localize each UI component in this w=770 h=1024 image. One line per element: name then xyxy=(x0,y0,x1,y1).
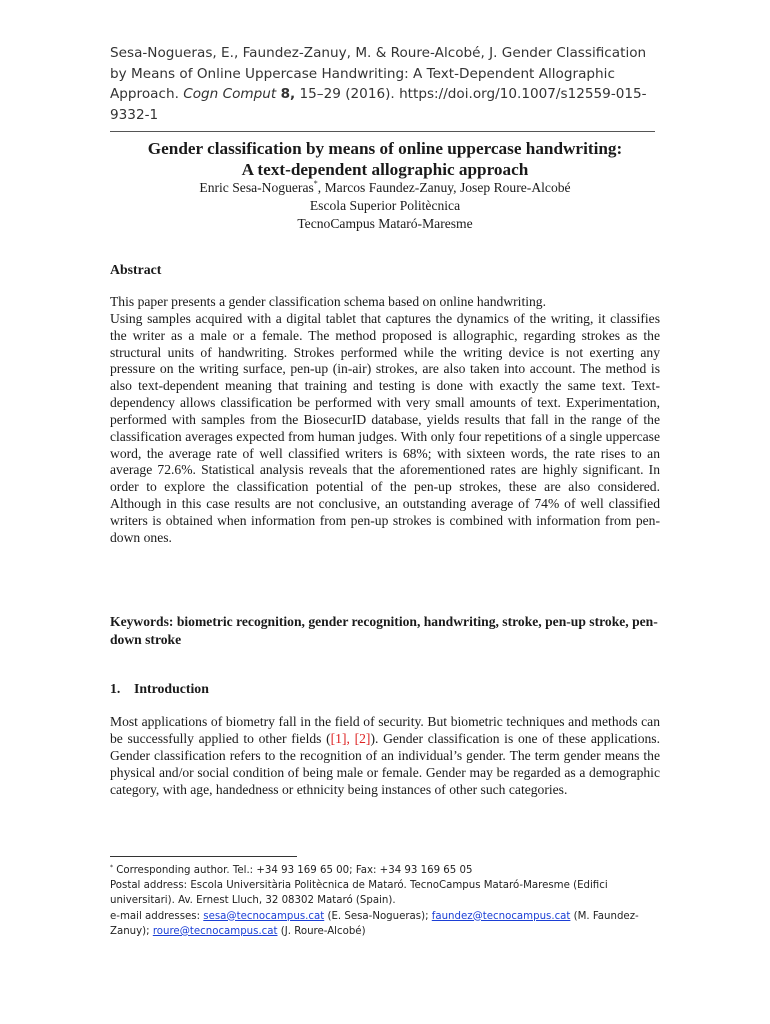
email-owner-roure: (J. Roure-Alcobé) xyxy=(277,925,366,937)
other-authors: , Marcos Faundez-Zanuy, Josep Roure-Alcobé xyxy=(317,180,571,195)
citation-link-1[interactable]: [1], xyxy=(330,731,350,747)
citation-pages-doi: 15–29 (2016). https://doi.org/10.1007/s12559-015-9332-1 xyxy=(110,86,647,123)
affiliation-campus: TecnoCampus Mataró-Maresme xyxy=(297,216,473,231)
abstract-body xyxy=(110,294,660,547)
email-link-sesa[interactable]: sesa@tecnocampus.cat xyxy=(203,910,325,922)
abstract-first-line: This paper presents a gender classification schema based on online handwriting. xyxy=(110,294,546,309)
citation-link-2[interactable]: [2] xyxy=(354,731,371,747)
footnote xyxy=(110,863,660,939)
citation-text: Sesa-Nogueras, E., Faundez-Zanuy, M. & Roure-Alcobé, J. Gender Classification by Means of Online Uppercase Handwriting: A Text-Dependent Allographic Approach. xyxy=(110,45,647,102)
email-link-roure[interactable]: roure@tecnocampus.cat xyxy=(152,925,278,937)
paper-title xyxy=(110,139,660,180)
paper-title-line1: Gender classification by means of online uppercase handwriting: xyxy=(147,139,623,158)
footnote-emails xyxy=(110,909,660,939)
email-link-faundez[interactable]: faundez@tecnocampus.cat xyxy=(431,910,571,922)
keywords: Keywords: biometric recognition, gender recognition, handwriting, stroke, pen-up stroke, pen-down stroke xyxy=(110,614,658,647)
author-block xyxy=(110,179,660,233)
email-owner-sesa: (E. Sesa-Nogueras); xyxy=(324,910,432,922)
footnote-contact xyxy=(110,863,660,878)
footnote-marker: * xyxy=(110,864,113,871)
intro-text-start: Most applications of biometry fall in the field of security. But biometric techniques and methods can be successfully applied to other fields ( xyxy=(110,714,660,747)
section-title: Introduction xyxy=(134,681,209,696)
footnote-phone: Corresponding author. Tel.: +34 93 169 65 00; Fax: +34 93 169 65 05 xyxy=(113,865,473,876)
section-number: 1. xyxy=(110,681,121,696)
footnote-address: Postal address: Escola Universitària Politècnica de Mataró. TecnoCampus Mataró-Maresme (Edifici universitari). Av. Ernest Lluch, 32 08302 Mataró (Spain). xyxy=(110,880,608,907)
email-owner-faundez: (M. Faundez-Zanuy); xyxy=(110,910,639,937)
email-label: e-mail addresses: xyxy=(110,910,204,922)
introduction-heading xyxy=(110,681,209,697)
author-list xyxy=(110,179,660,197)
footnote-divider xyxy=(110,856,297,857)
first-author: Enric Sesa-Nogueras xyxy=(199,180,314,195)
abstract-heading: Abstract xyxy=(110,262,162,277)
citation-header xyxy=(110,43,660,125)
affiliation-school: Escola Superior Politècnica xyxy=(309,198,461,213)
abstract-paragraph: Using samples acquired with a digital tablet that captures the dynamics of the writing, it classifies the writer as a male or a female. The method proposed is allographic, regarding strokes as the structural units of handwriting. Strokes performed while the writing device is not exerting any pressure on the writing surface, pen-up (in-air) strokes, are also taken into account. The method is also text-dependent meaning that training and testing is done with exactly the same text. Text-dependency allows classification be performed with very small amounts of text. Experimentation, performed with samples from the BiosecurID database, yields results that fall in the range of the classification averages expected from human judges. With only four repetitions of a single uppercase word, the average rate of well classified writers is 68%; with sixteen words, the rate rises to an average 72.6%. Statistical analysis reveals that the aforementioned rates are highly significant. In order to explore the classification potential of the pen-up strokes, these are also considered. Although in this case results are not conclusive, an outstanding average of 74% of well classified writers is obtained when information from pen-up strokes is combined with information from pen-down ones. xyxy=(110,310,660,545)
citation-journal: Cogn Comput xyxy=(183,86,277,102)
citation-volume: 8, xyxy=(280,86,296,102)
intro-text-end: ). Gender classification is one of these applications. Gender classification refers to the recognition of an individual’s gender. The term gender means the physical and/or social condition of being male or female. Gender may be regarded as a demographic category, with age, handedness or ethnicity being instances of other such categories. xyxy=(110,731,660,798)
introduction-paragraph xyxy=(110,713,660,798)
paper-title-line2: A text-dependent allographic approach xyxy=(241,159,529,179)
corresponding-author-marker: * xyxy=(313,179,318,188)
header-divider xyxy=(110,131,655,132)
